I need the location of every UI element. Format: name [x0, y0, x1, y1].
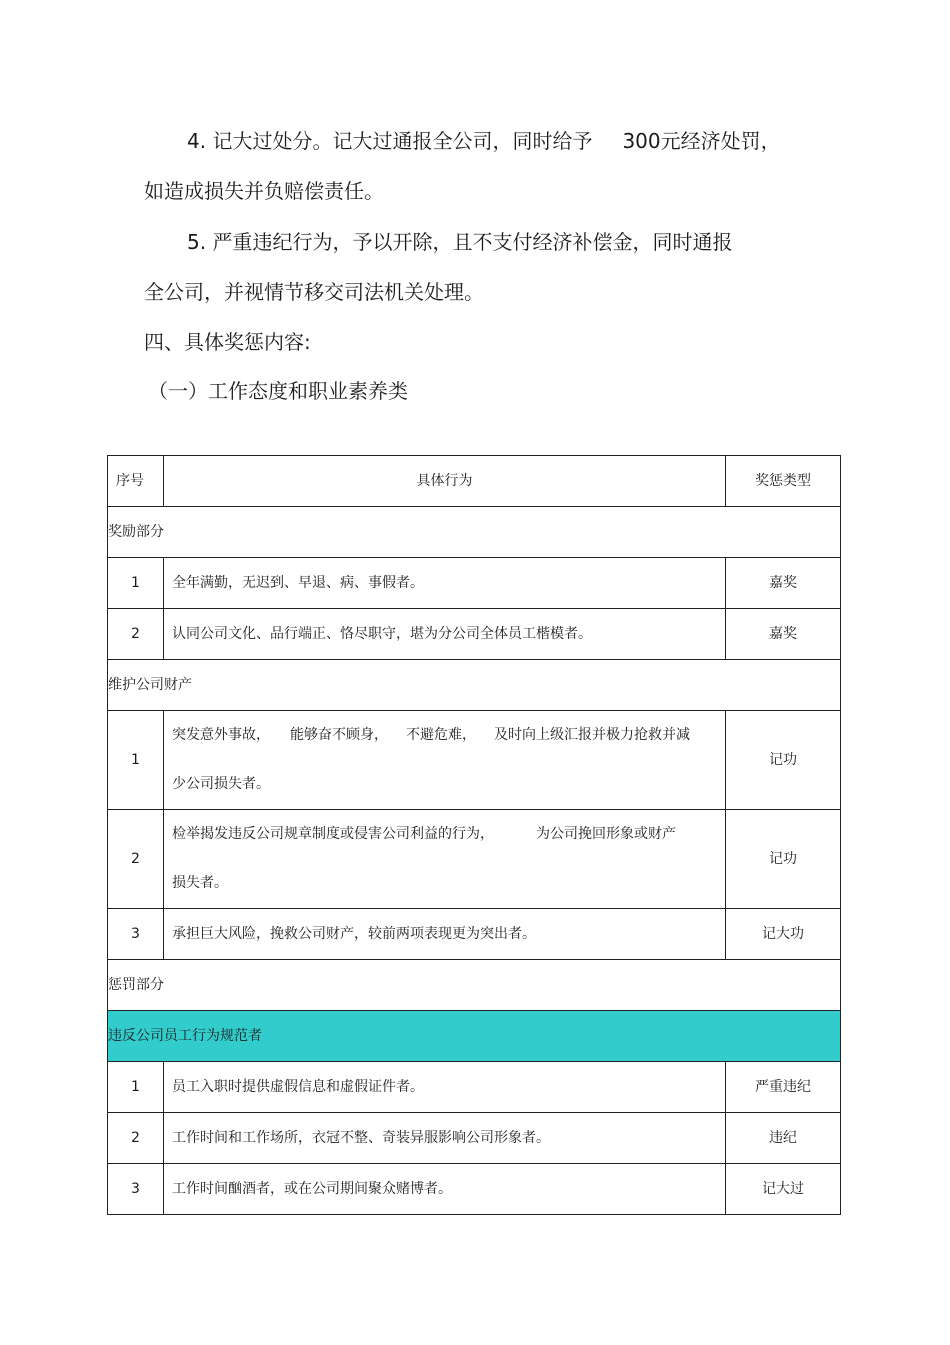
- p4-text-a: 4. 记大过处分。记大过通报全公司，同时给予: [187, 129, 593, 153]
- property-subsection-row: [108, 660, 841, 711]
- table-row: [108, 609, 841, 660]
- reward-section-label: 奖励部分: [108, 507, 841, 558]
- row-num: 1: [108, 1062, 164, 1113]
- behavior-part: 为公司挽回形象或财产: [536, 826, 676, 842]
- behavior-part: 检举揭发违反公司规章制度或侵害公司利益的行为，: [172, 826, 494, 842]
- row-behavior: 员工入职时提供虚假信息和虚假证件者。: [164, 1062, 726, 1113]
- paragraph-item-4: [187, 128, 781, 154]
- paragraph-item-5-cont: 全公司，并视情节移交司法机关处理。: [144, 280, 484, 304]
- table-row: [108, 810, 841, 909]
- penalty-section-label: 惩罚部分: [108, 960, 841, 1011]
- table-row: [108, 711, 841, 810]
- violation-subsection-row: [108, 1011, 841, 1062]
- paragraph-item-5: 5. 严重违纪行为，予以开除，且不支付经济补偿金，同时通报: [187, 230, 733, 254]
- table-row: [108, 1113, 841, 1164]
- violation-subsection-label: 违反公司员工行为规范者: [108, 1011, 841, 1062]
- behavior-part: 少公司损失者。: [172, 776, 270, 792]
- header-num: 序号: [108, 456, 164, 507]
- row-behavior: 全年满勤，无迟到、早退、病、事假者。: [164, 558, 726, 609]
- penalty-section-row: [108, 960, 841, 1011]
- header-type: 奖惩类型: [726, 456, 841, 507]
- row-behavior: 工作时间酗酒者，或在公司期间聚众赌博者。: [164, 1164, 726, 1215]
- reward-section-row: [108, 507, 841, 558]
- table-row: [108, 1062, 841, 1113]
- row-num: 3: [108, 1164, 164, 1215]
- row-type: 严重违纪: [726, 1062, 841, 1113]
- row-type: 记大功: [726, 909, 841, 960]
- row-behavior: 认同公司文化、品行端正、恪尽职守，堪为分公司全体员工楷模者。: [164, 609, 726, 660]
- behavior-part: 不避危难，: [406, 727, 476, 743]
- subsection-heading: （一）工作态度和职业素养类: [148, 379, 408, 403]
- table-header-row: [108, 456, 841, 507]
- row-num: 2: [108, 810, 164, 909]
- row-num: 3: [108, 909, 164, 960]
- row-num: 2: [108, 1113, 164, 1164]
- behavior-part: 突发意外事故，: [172, 727, 270, 743]
- row-type: 记功: [726, 810, 841, 909]
- row-num: 2: [108, 609, 164, 660]
- row-type: 违纪: [726, 1113, 841, 1164]
- row-type: 嘉奖: [726, 558, 841, 609]
- row-behavior: 承担巨大风险，挽救公司财产，较前两项表现更为突出者。: [164, 909, 726, 960]
- row-type: 记功: [726, 711, 841, 810]
- row-behavior: 工作时间和工作场所，衣冠不整、奇装异服影响公司形象者。: [164, 1113, 726, 1164]
- row-type: 记大过: [726, 1164, 841, 1215]
- table-row: [108, 558, 841, 609]
- behavior-part: 及时向上级汇报并极力抢救并减: [494, 727, 690, 743]
- section-heading: 四、具体奖惩内容:: [144, 330, 311, 354]
- table-row: [108, 909, 841, 960]
- p4-text-b: 300元经济处罚，: [622, 129, 781, 153]
- property-subsection-label: 维护公司财产: [108, 660, 841, 711]
- row-behavior: [164, 810, 726, 909]
- row-num: 1: [108, 711, 164, 810]
- paragraph-item-4-cont: 如造成损失并负赔偿责任。: [144, 179, 384, 203]
- behavior-part: 损失者。: [172, 875, 228, 891]
- rules-table: [107, 455, 841, 1215]
- row-behavior: [164, 711, 726, 810]
- row-type: 嘉奖: [726, 609, 841, 660]
- table-row: [108, 1164, 841, 1215]
- header-behavior: 具体行为: [164, 456, 726, 507]
- row-num: 1: [108, 558, 164, 609]
- behavior-part: 能够奋不顾身，: [290, 727, 388, 743]
